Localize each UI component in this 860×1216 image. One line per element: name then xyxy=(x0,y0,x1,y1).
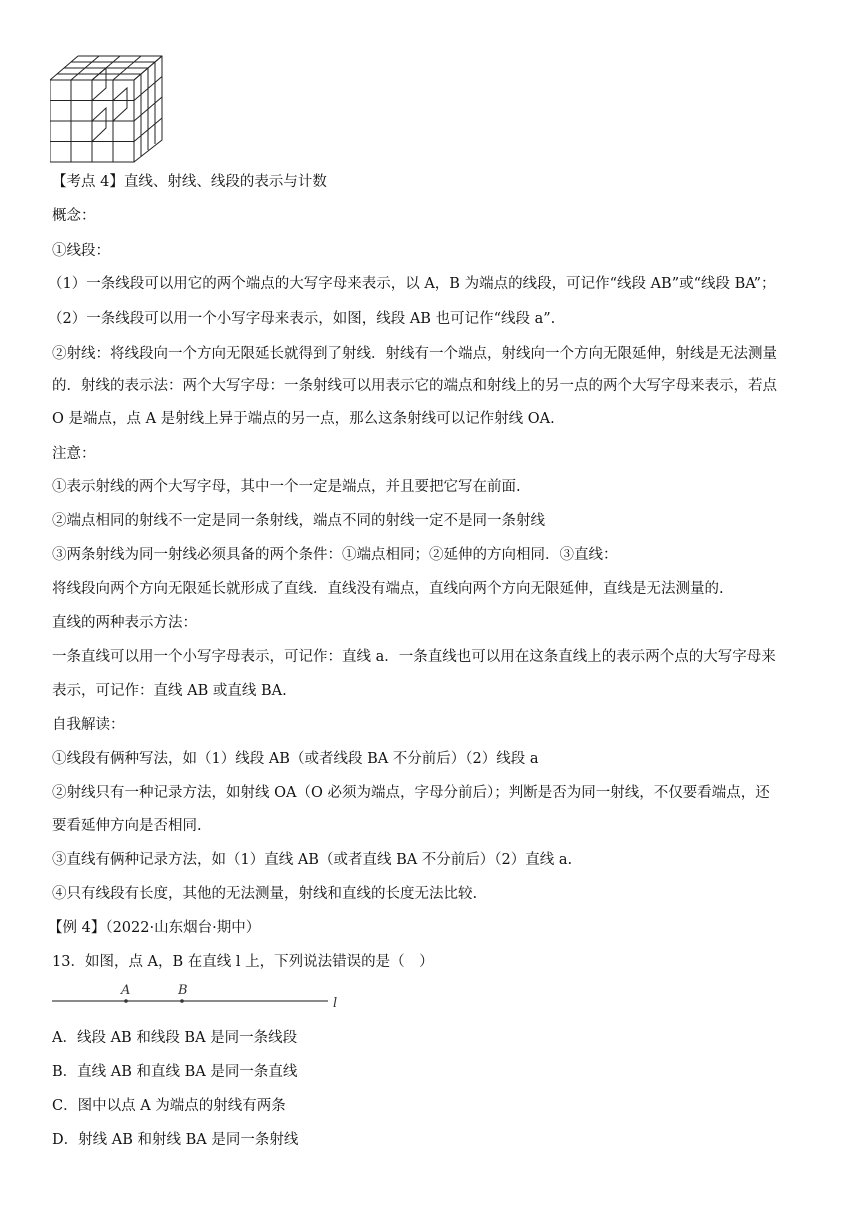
section-heading: 【考点 4】直线、射线、线段的表示与计数 xyxy=(52,174,327,190)
line-methods-label: 直线的两种表示方法： xyxy=(52,615,197,631)
self-reading-2b: 要看延伸方向是否相同. xyxy=(52,818,202,834)
line-method-2: 表示，可记作：直线 AB 或直线 BA. xyxy=(52,683,287,699)
option-d[interactable]: D．射线 AB 和射线 BA 是同一条射线 xyxy=(52,1132,299,1148)
line-diagram xyxy=(52,982,352,1010)
point-b-dot xyxy=(180,999,184,1003)
note-label: 注意： xyxy=(52,446,96,462)
concept-label: 概念： xyxy=(52,208,96,224)
self-reading-2a: ②射线只有一种记录方法，如射线 OA（O 必须为端点，字母分前后）；判断是否为同一射线，不仅要看端点，还 xyxy=(52,785,770,801)
point-b-label: B xyxy=(178,983,188,998)
line-definition: 将线段向两个方向无限延长就形成了直线．直线没有端点，直线向两个方向无限延伸，直线是无法测量的. xyxy=(52,581,724,597)
self-reading-3: ③直线有俩种记录方法，如（1）直线 AB（或者直线 BA 不分前后）（2）直线 a. xyxy=(52,852,573,868)
self-reading-label: 自我解读： xyxy=(52,717,125,733)
self-reading-1: ①线段有俩种写法，如（1）线段 AB（或者线段 BA 不分前后）（2）线段 a xyxy=(52,751,539,767)
segment-rule-2: （2）一条线段可以用一个小写字母来表示，如图，线段 AB 也可记作“线段 a”. xyxy=(48,311,556,327)
line-l-label: l xyxy=(333,996,338,1010)
example-label: 【例 4】（2022·山东烟台·期中） xyxy=(48,920,261,936)
self-reading-4: ④只有线段有长度，其他的无法测量，射线和直线的长度无法比较. xyxy=(52,886,478,902)
note-item-2: ②端点相同的射线不一定是同一条射线，端点不同的射线一定不是同一条射线 xyxy=(52,513,545,529)
note-item-1: ①表示射线的两个大写字母，其中一个一定是端点，并且要把它写在前面. xyxy=(52,479,521,495)
line-method-1: 一条直线可以用一个小写字母表示，可记作：直线 a．一条直线也可以用在这条直线上的表示两个点的大写字母来 xyxy=(52,649,776,665)
point-a-dot xyxy=(124,999,128,1003)
option-c[interactable]: C．图中以点 A 为端点的射线有两条 xyxy=(52,1098,286,1114)
ray-definition-3: O 是端点，点 A 是射线上异于端点的另一点，那么这条射线可以记作射线 OA. xyxy=(52,411,555,427)
option-b[interactable]: B．直线 AB 和直线 BA 是同一条直线 xyxy=(52,1064,298,1080)
option-a[interactable]: A．线段 AB 和线段 BA 是同一条线段 xyxy=(52,1030,298,1046)
segment-rule-1: （1）一条线段可以用它的两个端点的大写字母来表示，以 A，B 为端点的线段，可记作“线段 AB”或“线段 BA”； xyxy=(48,276,776,292)
point-a-label: A xyxy=(121,983,131,998)
stacked-cubes-figure xyxy=(50,52,166,164)
question-text: 13．如图，点 A，B 在直线 l 上，下列说法错误的是（ ） xyxy=(52,954,434,970)
ray-definition-1: ②射线：将线段向一个方向无限延长就得到了射线．射线有一个端点，射线向一个方向无限延伸，射线是无法测量 xyxy=(52,346,777,362)
note-item-3: ③两条射线为同一射线必须具备的两个条件：①端点相同；②延伸的方向相同．③直线： xyxy=(52,547,618,563)
ray-definition-2: 的．射线的表示法：两个大写字母：一条射线可以用表示它的端点和射线上的另一点的两个大写字母来表示，若点 xyxy=(52,378,777,394)
segment-title: ①线段： xyxy=(52,243,110,259)
